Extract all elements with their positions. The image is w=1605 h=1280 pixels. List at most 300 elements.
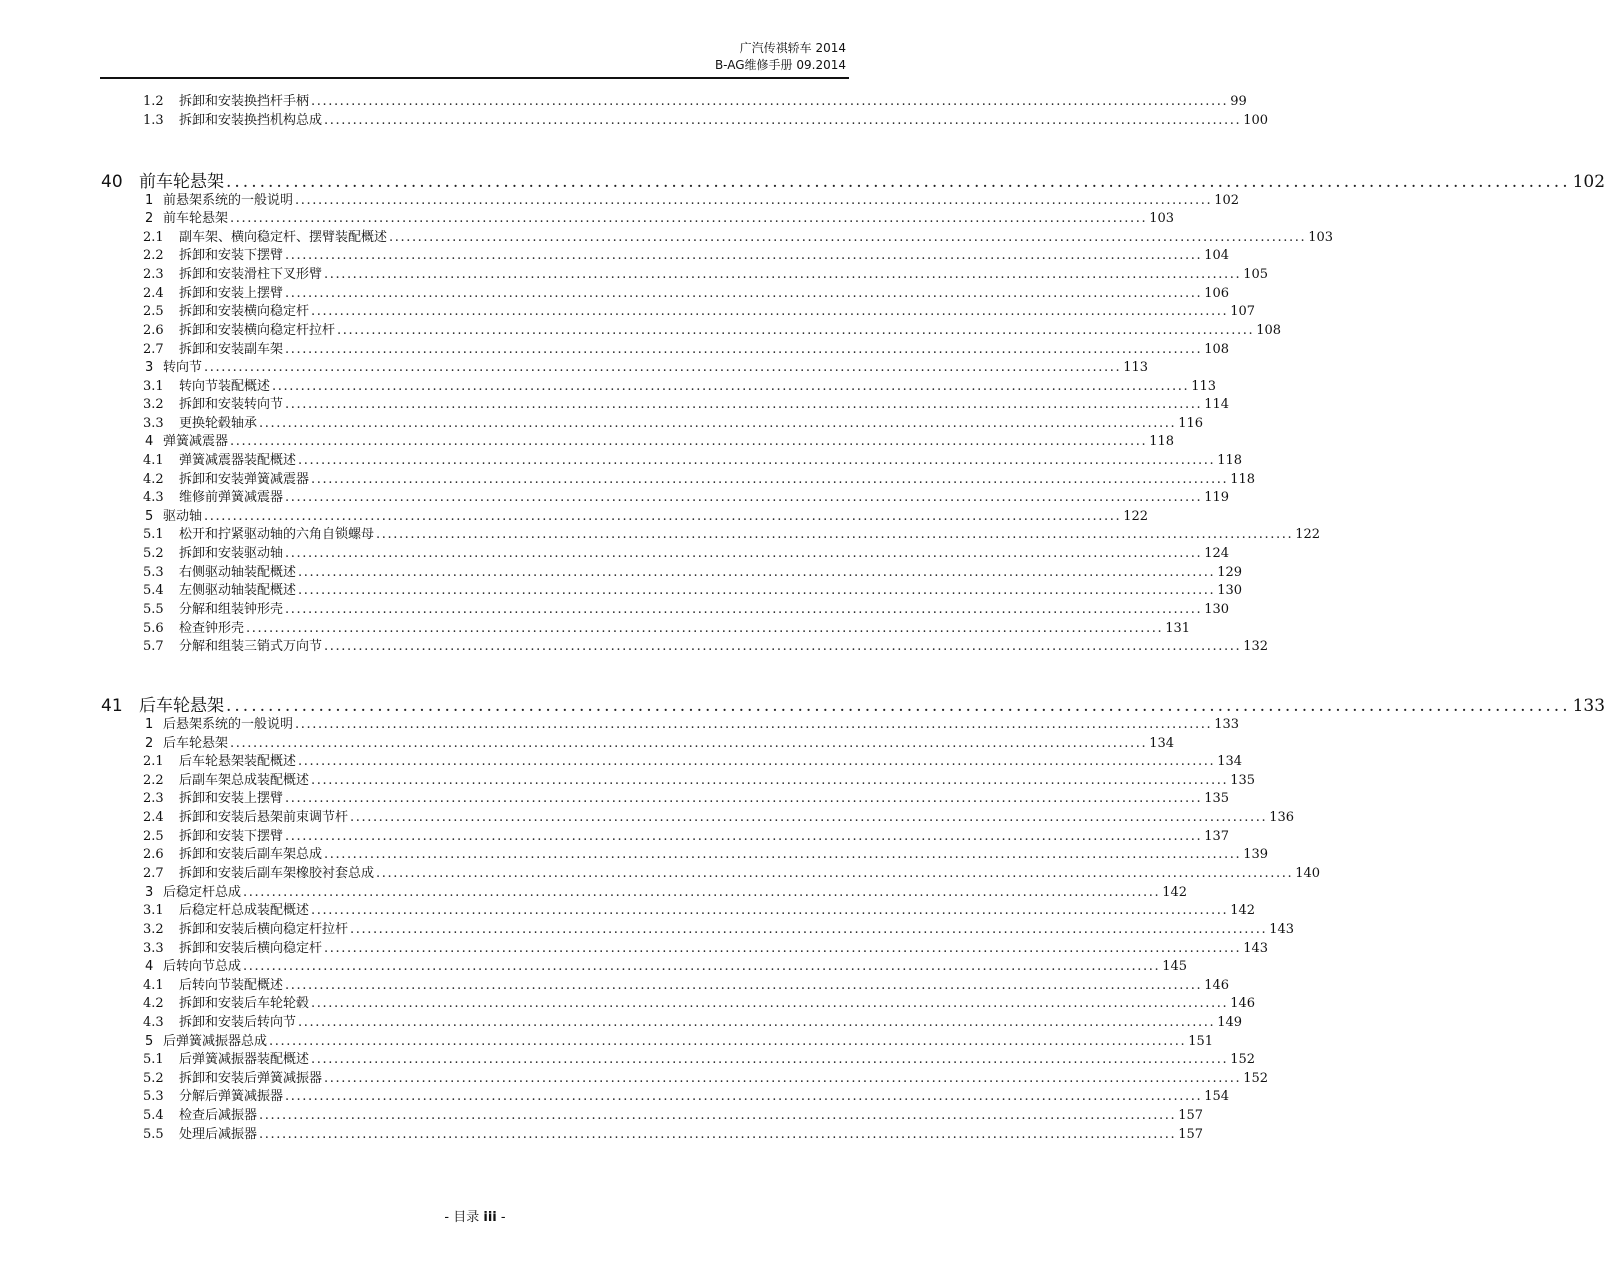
toc-entry-page: 102 [1572, 172, 1605, 192]
toc-leader-dots: ................................................................................................................................................................ [285, 397, 1203, 412]
toc-entry-line [179, 564, 1243, 582]
toc-entry[interactable] [0, 601, 1230, 619]
toc-entry-line [163, 735, 1175, 753]
toc-entry-title: 右侧驱动轴装配概述 [179, 565, 297, 580]
toc-entry-title: 后稳定杆总成 [163, 885, 242, 900]
toc-entry[interactable] [0, 865, 1321, 883]
toc-entry-number: 4 [145, 434, 154, 449]
toc-entry-page: 118 [1230, 472, 1256, 487]
toc-entry-page: 118 [1149, 434, 1175, 449]
toc-entry-number: 2.1 [143, 230, 164, 245]
toc-entry[interactable] [0, 112, 1269, 130]
toc-entry[interactable] [0, 266, 1269, 284]
toc-entry-number: 2.6 [143, 323, 164, 338]
toc-entry-line [179, 266, 1269, 284]
toc-entry-title: 更换轮毂轴承 [179, 416, 258, 431]
toc-entry-line [179, 415, 1204, 433]
toc-entry[interactable] [0, 1033, 1214, 1051]
toc-entry[interactable] [0, 192, 1240, 210]
toc-entry[interactable] [0, 415, 1204, 433]
toc-entry[interactable] [0, 1014, 1243, 1032]
toc-entry[interactable] [0, 828, 1230, 846]
toc-entry-line [163, 1033, 1214, 1051]
toc-entry[interactable] [0, 170, 1605, 194]
toc-entry[interactable] [0, 940, 1269, 958]
toc-entry-number: 5.1 [143, 527, 164, 542]
toc-entry-title: 转向节 [163, 360, 203, 375]
toc-leader-dots: ................................................................................................................................................................ [243, 959, 1161, 974]
toc-leader-dots: ................................................................................................................................................................ [324, 267, 1242, 282]
toc-entry-number: 2.5 [143, 829, 164, 844]
toc-entry-page: 146 [1204, 978, 1230, 993]
toc-leader-dots: ................................................................................................................................................................ [311, 1052, 1229, 1067]
toc-entry-title: 松开和拧紧驱动轴的六角自锁螺母 [179, 527, 375, 542]
toc-entry-title: 后弹簧减振器总成 [163, 1034, 268, 1049]
toc-entry-page: 114 [1204, 397, 1230, 412]
toc-entry-line [163, 433, 1175, 451]
toc-entry-title: 后车轮悬架 [163, 736, 229, 751]
toc-leader-dots: ................................................................................................................................................................ [298, 1015, 1216, 1030]
toc-entry-number: 4.2 [143, 996, 164, 1011]
toc-entry-line [179, 285, 1230, 303]
toc-entry-number: 3 [145, 885, 154, 900]
toc-entry-title: 拆卸和安装后转向节 [179, 1015, 297, 1030]
toc-entry[interactable] [0, 1107, 1204, 1125]
toc-entry-title: 拆卸和安装副车架 [179, 342, 284, 357]
toc-entry-number: 1.2 [143, 94, 164, 109]
toc-entry-title: 拆卸和安装下摆臂 [179, 829, 284, 844]
toc-entry-number: 2.5 [143, 304, 164, 319]
toc-entry-line [179, 341, 1230, 359]
toc-entry[interactable] [0, 322, 1282, 340]
toc-entry[interactable] [0, 229, 1334, 247]
toc-entry-line [179, 93, 1247, 111]
toc-entry-title: 前悬架系统的一般说明 [163, 193, 294, 208]
toc-entry-page: 157 [1178, 1127, 1204, 1142]
toc-entry-number: 2.4 [143, 810, 164, 825]
toc-entry-number: 3.2 [143, 397, 164, 412]
toc-entry-title: 处理后减振器 [179, 1127, 258, 1142]
toc-leader-dots: ................................................................................................................................................................ [285, 602, 1203, 617]
toc-entry-title: 拆卸和安装换挡机构总成 [179, 113, 323, 128]
toc-entry-line [163, 210, 1175, 228]
toc-leader-dots: ................................................................................................................................................................ [311, 996, 1229, 1011]
toc-entry-page: 116 [1178, 416, 1204, 431]
toc-entry-line [163, 192, 1240, 210]
toc-entry-page: 143 [1243, 941, 1269, 956]
toc-entry-line [179, 1107, 1204, 1125]
toc-leader-dots: ................................................................................................................................................................ [285, 342, 1203, 357]
toc-entry-number: 5.3 [143, 565, 164, 580]
toc-entry-page: 118 [1217, 453, 1243, 468]
toc-entry-title: 拆卸和安装转向节 [179, 397, 284, 412]
toc-leader-dots: ................................................................................................................................................................ [324, 941, 1242, 956]
toc-entry[interactable] [0, 638, 1269, 656]
toc-entry[interactable] [0, 1126, 1204, 1144]
toc-entry-title: 拆卸和安装横向稳定杆拉杆 [179, 323, 336, 338]
toc-entry[interactable] [0, 694, 1605, 718]
toc-entry-number: 5.5 [143, 602, 164, 617]
toc-entry-line [179, 582, 1243, 600]
toc-entry-page: 135 [1230, 773, 1256, 788]
toc-entry-page: 133 [1214, 717, 1240, 732]
toc-entry-line [163, 359, 1149, 377]
toc-leader-dots: ................................................................................................................................................................ [259, 1108, 1177, 1123]
toc-entry-number: 3.3 [143, 941, 164, 956]
toc-entry-title: 后悬架系统的一般说明 [163, 717, 294, 732]
toc-entry[interactable] [0, 995, 1256, 1013]
toc-entry[interactable] [0, 564, 1243, 582]
toc-entry-number: 5.2 [143, 1071, 164, 1086]
toc-entry-line [179, 471, 1256, 489]
toc-entry-line [179, 489, 1230, 507]
toc-entry-number: 5.3 [143, 1089, 164, 1104]
toc-entry-page: 154 [1204, 1089, 1230, 1104]
toc-entry-page: 122 [1123, 509, 1149, 524]
toc-entry-page: 105 [1243, 267, 1269, 282]
toc-leader-dots: ................................................................................................................................................................ [376, 527, 1294, 542]
toc-entry-number: 3 [145, 360, 154, 375]
toc-entry-line [179, 772, 1256, 790]
toc-entry-line [179, 1070, 1269, 1088]
toc-entry-page: 136 [1269, 810, 1295, 825]
toc-entry-line [179, 1014, 1243, 1032]
toc-leader-dots: ................................................................................................................................................................ [285, 546, 1203, 561]
toc-leader-dots: ................................................................................................................................................................ [230, 211, 1148, 226]
toc-leader-dots: ................................................................................................................................................................ [272, 379, 1190, 394]
toc-leader-dots: ................................................................................................................................................................ [204, 360, 1122, 375]
header-subtitle: B-AG维修手册 09.2014 [714, 58, 846, 72]
toc-entry-page: 113 [1123, 360, 1149, 375]
footer-page-number: iii [483, 1210, 497, 1225]
toc-leader-dots: ................................................................................................................................................................ [285, 248, 1203, 263]
toc-entry-number: 3.1 [143, 379, 164, 394]
toc-entry[interactable] [0, 790, 1230, 808]
toc-entry-line [163, 884, 1188, 902]
toc-entry-line [179, 620, 1191, 638]
toc-entry[interactable] [0, 285, 1230, 303]
toc-entry[interactable] [0, 977, 1230, 995]
toc-entry-line [179, 247, 1230, 265]
toc-entry-line [179, 753, 1243, 771]
toc-entry-number: 3.3 [143, 416, 164, 431]
toc-entry-line [179, 995, 1256, 1013]
header-rule [100, 77, 849, 79]
toc-entry-title: 后弹簧减振器装配概述 [179, 1052, 310, 1067]
toc-entry-page: 107 [1230, 304, 1256, 319]
toc-entry-page: 152 [1243, 1071, 1269, 1086]
toc-entry-number: 4.1 [143, 453, 164, 468]
toc-entry-page: 113 [1191, 379, 1217, 394]
toc-entry[interactable] [0, 452, 1243, 470]
toc-entry[interactable] [0, 921, 1295, 939]
toc-entry-page: 133 [1572, 696, 1605, 716]
toc-entry-title: 拆卸和安装后横向稳定杆 [179, 941, 323, 956]
toc-entry-title: 后副车架总成装配概述 [179, 773, 310, 788]
toc-entry-title: 后车轮悬架 [139, 696, 224, 716]
toc-leader-dots: ................................................................................................................................................................ [246, 621, 1164, 636]
toc-entry-number: 5.6 [143, 621, 164, 636]
toc-entry-title: 转向节装配概述 [179, 379, 271, 394]
toc-entry-page: 100 [1243, 113, 1269, 128]
toc-leader-dots: ................................................................................................................................................................ [311, 94, 1229, 109]
toc-entry[interactable] [0, 93, 1247, 111]
toc-entry-page: 149 [1217, 1015, 1243, 1030]
toc-entry[interactable] [0, 1070, 1269, 1088]
toc-leader-dots: ................................................................................................................................................................ [243, 885, 1161, 900]
toc-entry-title: 前车轮悬架 [163, 211, 229, 226]
toc-entry-number: 3.2 [143, 922, 164, 937]
toc-leader-dots: ................................................................................................................................................................ [350, 922, 1268, 937]
toc-entry-line [179, 378, 1217, 396]
toc-entry[interactable] [0, 545, 1230, 563]
toc-entry[interactable] [0, 735, 1175, 753]
toc-entry[interactable] [0, 378, 1217, 396]
toc-entry-title: 分解和组装钟形壳 [179, 602, 284, 617]
toc-leader-dots: ................................................................................................................................................................ [311, 472, 1229, 487]
toc-entry-line [179, 902, 1256, 920]
toc-entry[interactable] [0, 753, 1243, 771]
toc-entry[interactable] [0, 1051, 1256, 1069]
toc-entry[interactable] [0, 620, 1191, 638]
toc-entry-line [179, 638, 1269, 656]
toc-entry-line [179, 112, 1269, 130]
toc-leader-dots: ................................................................................................................................................................ [311, 304, 1229, 319]
toc-entry-page: 99 [1230, 94, 1247, 109]
toc-entry-page: 157 [1178, 1108, 1204, 1123]
toc-entry-title: 拆卸和安装后横向稳定杆拉杆 [179, 922, 349, 937]
toc-leader-dots: ................................................................................................................................................................ [350, 810, 1268, 825]
toc-entry-title: 前车轮悬架 [139, 172, 224, 192]
toc-entry-line [179, 865, 1321, 883]
toc-leader-dots: ................................................................................................................................................................ [226, 172, 1571, 192]
toc-entry-page: 108 [1256, 323, 1282, 338]
toc-entry-line [179, 396, 1230, 414]
toc-leader-dots: ................................................................................................................................................................ [230, 736, 1148, 751]
toc-entry[interactable] [0, 884, 1188, 902]
toc-entry-title: 拆卸和安装后车轮轮毂 [179, 996, 310, 1011]
toc-entry-number: 5.1 [143, 1052, 164, 1067]
toc-entry-number: 2.7 [143, 866, 164, 881]
toc-entry-title: 驱动轴 [163, 509, 203, 524]
toc-entry-line [179, 940, 1269, 958]
toc-entry-page: 108 [1204, 342, 1230, 357]
toc-leader-dots: ................................................................................................................................................................ [259, 416, 1177, 431]
toc-entry[interactable] [0, 247, 1230, 265]
toc-entry-title: 拆卸和安装弹簧减震器 [179, 472, 310, 487]
toc-entry-line [139, 694, 1605, 718]
toc-entry-page: 145 [1162, 959, 1188, 974]
toc-entry[interactable] [0, 489, 1230, 507]
toc-entry[interactable] [0, 1088, 1230, 1106]
toc-entry-number: 5.5 [143, 1127, 164, 1142]
toc-leader-dots: ................................................................................................................................................................ [269, 1034, 1187, 1049]
toc-entry-number: 2.4 [143, 286, 164, 301]
toc-entry-page: 132 [1243, 639, 1269, 654]
toc-entry-number: 41 [101, 696, 123, 716]
toc-entry-line [179, 303, 1256, 321]
toc-entry-title: 拆卸和安装后副车架橡胶衬套总成 [179, 866, 375, 881]
toc-entry-number: 4.3 [143, 490, 164, 505]
toc-entry-number: 3.1 [143, 903, 164, 918]
toc-entry-line [179, 828, 1230, 846]
toc-entry-title: 拆卸和安装后弹簧减振器 [179, 1071, 323, 1086]
toc-entry-number: 1 [145, 717, 154, 732]
toc-entry-title: 分解后弹簧减振器 [179, 1089, 284, 1104]
toc-entry-number: 4 [145, 959, 154, 974]
toc-entry-line [179, 601, 1230, 619]
toc-entry-page: 146 [1230, 996, 1256, 1011]
toc-entry[interactable] [0, 809, 1295, 827]
toc-entry[interactable] [0, 526, 1321, 544]
toc-entry-title: 后转向节装配概述 [179, 978, 284, 993]
toc-entry-number: 5.4 [143, 583, 164, 598]
toc-entry-number: 4.2 [143, 472, 164, 487]
toc-entry-title: 后转向节总成 [163, 959, 242, 974]
toc-entry-title: 拆卸和安装横向稳定杆 [179, 304, 310, 319]
toc-entry-number: 2.2 [143, 773, 164, 788]
toc-leader-dots: ................................................................................................................................................................ [204, 509, 1122, 524]
toc-entry-title: 拆卸和安装驱动轴 [179, 546, 284, 561]
toc-entry[interactable] [0, 210, 1175, 228]
toc-entry-page: 106 [1204, 286, 1230, 301]
toc-entry-line [179, 846, 1269, 864]
toc-entry-number: 5 [145, 509, 154, 524]
header-title: 广汽传祺轿车 2014 [739, 41, 846, 55]
toc-leader-dots: ................................................................................................................................................................ [311, 773, 1229, 788]
toc-entry[interactable] [0, 902, 1256, 920]
toc-entry[interactable] [0, 958, 1188, 976]
toc-entry-title: 拆卸和安装后悬架前束调节杆 [179, 810, 349, 825]
toc-entry-page: 103 [1149, 211, 1175, 226]
toc-entry-title: 检查钟形壳 [179, 621, 245, 636]
toc-entry-number: 2.1 [143, 754, 164, 769]
toc-entry-page: 103 [1308, 230, 1334, 245]
toc-leader-dots: ................................................................................................................................................................ [259, 1127, 1177, 1142]
toc-leader-dots: ................................................................................................................................................................ [298, 565, 1216, 580]
toc-entry-number: 2.3 [143, 267, 164, 282]
toc-entry-number: 5 [145, 1034, 154, 1049]
toc-entry-page: 129 [1217, 565, 1243, 580]
toc-entry-line [179, 229, 1334, 247]
toc-leader-dots: ................................................................................................................................................................ [226, 696, 1571, 716]
toc-leader-dots: ................................................................................................................................................................ [285, 978, 1203, 993]
toc-entry-number: 1.3 [143, 113, 164, 128]
toc-entry-number: 1 [145, 193, 154, 208]
toc-entry-number: 2.2 [143, 248, 164, 263]
toc-leader-dots: ................................................................................................................................................................ [285, 1089, 1203, 1104]
toc-entry-page: 134 [1217, 754, 1243, 769]
toc-entry-title: 拆卸和安装换挡杆手柄 [179, 94, 310, 109]
toc-entry-title: 左侧驱动轴装配概述 [179, 583, 297, 598]
toc-entry-page: 140 [1295, 866, 1321, 881]
toc-leader-dots: ................................................................................................................................................................ [298, 453, 1216, 468]
toc-entry-page: 142 [1230, 903, 1256, 918]
toc-entry-page: 130 [1217, 583, 1243, 598]
toc-entry-number: 5.7 [143, 639, 164, 654]
toc-entry-number: 5.4 [143, 1108, 164, 1123]
toc-entry-line [139, 170, 1605, 194]
toc-leader-dots: ................................................................................................................................................................ [285, 286, 1203, 301]
toc-entry-page: 122 [1295, 527, 1321, 542]
footer-suffix: - [496, 1210, 506, 1225]
toc-entry-page: 102 [1214, 193, 1240, 208]
toc-entry-title: 拆卸和安装后副车架总成 [179, 847, 323, 862]
toc-leader-dots: ................................................................................................................................................................ [337, 323, 1255, 338]
toc-leader-dots: ................................................................................................................................................................ [298, 754, 1216, 769]
toc-entry[interactable] [0, 716, 1240, 734]
toc-entry-line [163, 508, 1149, 526]
toc-leader-dots: ................................................................................................................................................................ [324, 639, 1242, 654]
toc-entry-number: 2.3 [143, 791, 164, 806]
toc-entry[interactable] [0, 471, 1256, 489]
toc-entry[interactable] [0, 508, 1149, 526]
toc-entry-title: 弹簧减震器装配概述 [179, 453, 297, 468]
toc-entry-page: 119 [1204, 490, 1230, 505]
toc-entry-number: 40 [101, 172, 123, 192]
toc-entry-line [179, 1088, 1230, 1106]
toc-entry-page: 137 [1204, 829, 1230, 844]
toc-entry[interactable] [0, 303, 1256, 321]
toc-entry-page: 151 [1188, 1034, 1214, 1049]
toc-entry-page: 143 [1269, 922, 1295, 937]
toc-entry-title: 拆卸和安装下摆臂 [179, 248, 284, 263]
toc-entry-number: 4.1 [143, 978, 164, 993]
toc-entry-page: 124 [1204, 546, 1230, 561]
toc-leader-dots: ................................................................................................................................................................ [311, 903, 1229, 918]
toc-entry-title: 后稳定杆总成装配概述 [179, 903, 310, 918]
toc-leader-dots: ................................................................................................................................................................ [376, 866, 1294, 881]
toc-entry-line [179, 545, 1230, 563]
toc-entry[interactable] [0, 846, 1269, 864]
toc-entry[interactable] [0, 582, 1243, 600]
toc-entry-page: 131 [1165, 621, 1191, 636]
toc-entry-line [179, 452, 1243, 470]
toc-entry-page: 152 [1230, 1052, 1256, 1067]
toc-leader-dots: ................................................................................................................................................................ [285, 829, 1203, 844]
toc-entry-line [179, 526, 1321, 544]
toc-entry-line [179, 921, 1295, 939]
toc-entry-title: 检查后减振器 [179, 1108, 258, 1123]
toc-entry[interactable] [0, 772, 1256, 790]
toc-entry-title: 弹簧减震器 [163, 434, 229, 449]
toc-entry[interactable] [0, 396, 1230, 414]
toc-entry-title: 拆卸和安装上摆臂 [179, 791, 284, 806]
toc-leader-dots: ................................................................................................................................................................ [295, 193, 1213, 208]
toc-entry-line [179, 977, 1230, 995]
toc-entry-title: 后车轮悬架装配概述 [179, 754, 297, 769]
toc-leader-dots: ................................................................................................................................................................ [230, 434, 1148, 449]
toc-entry-line [163, 716, 1240, 734]
toc-entry[interactable] [0, 341, 1230, 359]
toc-leader-dots: ................................................................................................................................................................ [324, 1071, 1242, 1086]
toc-leader-dots: ................................................................................................................................................................ [298, 583, 1216, 598]
toc-entry-line [179, 1126, 1204, 1144]
page-footer [0, 1206, 950, 1225]
toc-leader-dots: ................................................................................................................................................................ [285, 490, 1203, 505]
toc-entry-number: 2 [145, 736, 154, 751]
toc-entry-page: 139 [1243, 847, 1269, 862]
toc-entry-title: 副车架、横向稳定杆、摆臂装配概述 [179, 230, 388, 245]
toc-entry-page: 135 [1204, 791, 1230, 806]
toc-entry-title: 拆卸和安装滑柱下叉形臂 [179, 267, 323, 282]
toc-entry-line [179, 322, 1282, 340]
toc-entry-title: 拆卸和安装上摆臂 [179, 286, 284, 301]
toc-entry-title: 分解和组装三销式万向节 [179, 639, 323, 654]
toc-entry[interactable] [0, 359, 1149, 377]
toc-entry[interactable] [0, 433, 1175, 451]
toc-entry-page: 142 [1162, 885, 1188, 900]
